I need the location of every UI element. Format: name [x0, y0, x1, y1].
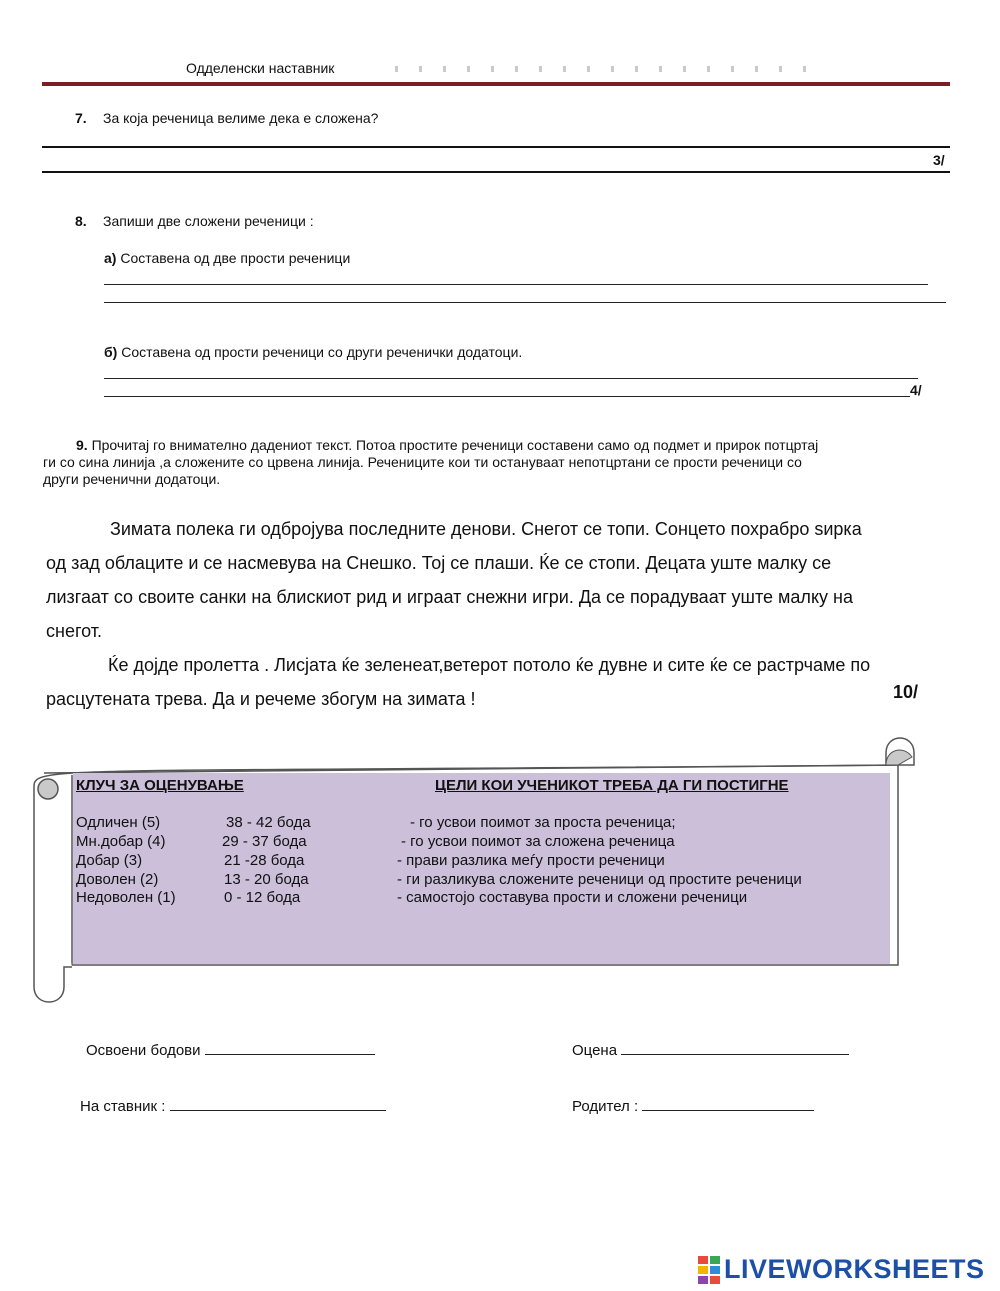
- q8a-item: [104, 250, 350, 266]
- passage-line[interactable]: Зимата полека ги одбројува последните денови. Снегот се топи. Сонцето похрабро ѕирка: [110, 519, 862, 539]
- passage-line[interactable]: снегот.: [46, 621, 102, 641]
- q8-text: Запиши две сложени реченици :: [103, 213, 314, 229]
- grade-points: 21 -28 бода: [224, 852, 305, 869]
- q8b-answer-line-1[interactable]: [104, 378, 918, 379]
- q7-answer-line-top[interactable]: [42, 146, 950, 148]
- teacher-sign-label: На ставник :: [80, 1098, 166, 1115]
- q9-number: 9.: [76, 437, 88, 453]
- q8a-text: Составена од две прости реченици: [120, 250, 351, 266]
- q8a-answer-line-1[interactable]: [104, 284, 928, 285]
- q9-instr-line-1: Прочитај го внимателно дадениот текст. Потоа простите реченици составени само од подмет и прирок потцртај: [91, 437, 819, 453]
- parent-label: Родител :: [572, 1098, 639, 1115]
- q8a-answer-line-2[interactable]: [104, 302, 946, 303]
- grade-points: 29 - 37 бода: [222, 833, 307, 850]
- parent-input[interactable]: [642, 1096, 814, 1111]
- header-rule: [42, 82, 950, 86]
- grading-key-heading: КЛУЧ ЗА ОЦЕНУВАЊЕ: [76, 777, 244, 794]
- goal-text: - го усвои поимот за сложена реченица: [401, 833, 675, 850]
- q7-answer-line-bottom: [42, 171, 950, 173]
- q8a-letter: а): [104, 250, 117, 266]
- q8b-item: [104, 344, 522, 360]
- passage-line[interactable]: Ќе дојде пролетта . Лисјата ќе зеленеат,ветерот потоло ќе дувне и сите ќе се растрчаме по: [108, 655, 871, 675]
- goal-text: - прави разлика меѓу прости реченици: [397, 852, 665, 869]
- grade-label: Добар (3): [76, 852, 143, 869]
- teacher-sign-input[interactable]: [170, 1096, 386, 1111]
- q8b-letter: б): [104, 344, 118, 360]
- q9-instructions: [43, 437, 953, 488]
- grade-points: 0 - 12 бода: [224, 889, 301, 906]
- q9-instr-line-2: ги со сина линија ,а сложените со црвена линија. Реченицитe кои ти остануваат непотцртани се прости реченици со: [43, 454, 802, 470]
- q7-text: За која реченица велиме дека е сложена?: [103, 110, 379, 126]
- q9-instr-line-3: други реченични додатоци.: [43, 471, 221, 487]
- q8-number: 8.: [75, 213, 87, 229]
- goal-text: - го усвои поимот за проста реченица;: [410, 814, 676, 831]
- grade-input[interactable]: [621, 1040, 849, 1055]
- grade-field: [572, 1040, 849, 1059]
- teacher-label: Одделенски наставник: [186, 60, 335, 76]
- teacher-sign-field: [80, 1096, 386, 1115]
- q8b-answer-line-2[interactable]: [104, 396, 910, 397]
- grade-label: Оцена: [572, 1042, 618, 1059]
- grade-label: Мн.добар (4): [76, 833, 166, 850]
- points-input[interactable]: [205, 1040, 375, 1055]
- points-label: Освоени бодови: [86, 1042, 201, 1059]
- passage-line[interactable]: лизгаат со своите санки на блискиот рид и играат снежни игри. Да се порадуваат уште малку на: [46, 587, 853, 607]
- passage-line[interactable]: од зад облаците и се насмевува на Снешко. Тој се плаши. Ќе се стопи. Децата уште малку се: [46, 553, 832, 573]
- parent-field: [572, 1096, 814, 1115]
- q8-score: 4/: [910, 382, 922, 398]
- q9-passage: [46, 512, 956, 716]
- liveworksheets-logo-icon: [698, 1256, 720, 1284]
- grade-label: Одличен (5): [76, 814, 161, 831]
- goal-text: - ги разликува сложените реченици од простите реченици: [397, 871, 802, 888]
- brand-name: LIVEWORKSHEETS: [724, 1254, 985, 1284]
- grade-points: 13 - 20 бода: [224, 871, 309, 888]
- q8b-text: Составена од прости реченици со други реченички додатоци.: [121, 344, 523, 360]
- grade-points: 38 - 42 бода: [226, 814, 311, 831]
- points-field: [86, 1040, 375, 1059]
- q7-score: 3/: [933, 152, 945, 168]
- q7-number: 7.: [75, 110, 87, 126]
- teacher-name-redacted: [395, 66, 815, 72]
- passage-line[interactable]: расцутената трева. Да и речеме збогум на зимата !: [46, 689, 476, 709]
- grade-label: Недоволен (1): [76, 889, 176, 906]
- grade-label: Доволен (2): [76, 871, 159, 888]
- grading-goals-heading: ЦЕЛИ КОИ УЧЕНИКОТ ТРЕБА ДА ГИ ПОСТИГНЕ: [435, 777, 789, 794]
- q9-score: 10/: [893, 682, 919, 702]
- goal-text: - самостојо составува прости и сложени реченици: [397, 889, 748, 906]
